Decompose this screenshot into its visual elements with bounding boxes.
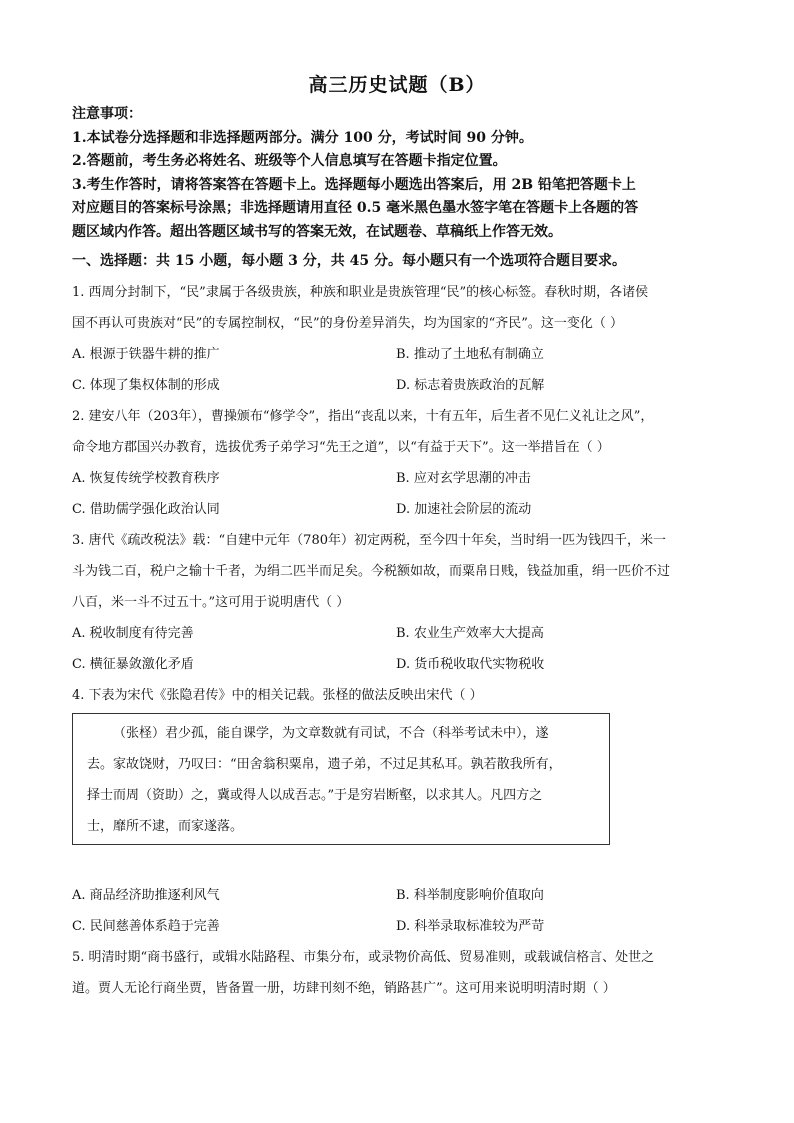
question-stem: 斗为钱二百，税户之输十千者，为绢二匹半而足矣。今税额如故，而粟帛日贱，钱益加重，绢一匹价不过 [72,564,671,579]
quote-table [72,713,610,845]
quote-line: 择士而周（资助）之，冀或得人以成吾志。”于是穷岩断壑，以求其人。凡四方之 [87,788,543,803]
options-row [72,463,724,494]
question-4-options [72,880,724,942]
options-row [72,370,724,401]
question-4 [72,680,724,711]
notice-block [72,103,724,244]
option-c: C. 借助儒学强化政治认同 [72,502,220,517]
page-title: 高三历史试题（B） [308,74,486,96]
option-d: D. 加速社会阶层的流动 [396,502,532,517]
option-c: C. 体现了集权体制的形成 [72,378,220,393]
quote-line: 去。家故饶财，乃叹曰：“田舍翁积粟帛，遗子弟，不过足其私耳。孰若散我所有， [87,757,562,772]
option-b: B. 农业生产效率大大提高 [396,626,544,641]
notice-line: 对应题目的答案标号涂黑；非选择题请用直径 0.5 毫米黑色墨水签字笔在答题卡上各题的答 [72,200,639,216]
option-d: D. 科举录取标准较为严苛 [396,919,545,934]
question-stem: 4. 下表为宋代《张隐君传》中的相关记载。张柽的做法反映出宋代（ ） [72,688,483,703]
option-a: A. 根源于铁器牛耕的推广 [72,347,220,362]
options-row [72,649,724,680]
quote-line: （张柽）君少孤，能自课学，为文章数就有司试，不合（科举考试未中），遂 [113,726,549,741]
options-row [72,339,724,370]
question-5 [72,942,724,1004]
option-a: A. 税收制度有待完善 [72,626,194,641]
notice-heading: 注意事项： [72,106,142,122]
notice-line: 3.考生作答时，请将答案答在答题卡上。选择题每小题选出答案后，用 2B 铅笔把答题卡上 [72,176,636,193]
quote-line: 士，靡所不逮，而家遂落。 [87,819,244,834]
question-stem: 2. 建安八年（203年），曹操颁布“修学令”，指出“丧乱以来，十有五年，后生者不见仁义礼让之风”， [72,409,654,424]
option-d: D. 标志着贵族政治的瓦解 [396,378,545,393]
options-row [72,494,724,525]
question-stem: 命令地方郡国兴办教育，选拔优秀子弟学习“先王之道”，以“有益于天下”。这一举措旨在（ ） [72,440,610,455]
question-2 [72,401,724,525]
option-b: B. 推动了土地私有制确立 [396,347,544,362]
notice-line: 1.本试卷分选择题和非选择题两部分。满分 100 分，考试时间 90 分钟。 [72,129,533,146]
option-c: C. 民间慈善体系趋于完善 [72,919,220,934]
question-stem: 3. 唐代《疏改税法》载：“自建中元年（780年）初定两税，至今四十年矣，当时绢一匹为钱四千，米一 [72,533,666,548]
option-a: A. 商品经济助推逐利风气 [72,888,220,903]
option-b: B. 应对玄学思潮的冲击 [396,471,531,486]
option-c: C. 横征暴敛激化矛盾 [72,657,194,672]
options-row [72,911,724,942]
question-stem: 国不再认可贵族对“民”的专属控制权，“民”的身份差异消失，均为国家的“齐民”。这一变化（ ） [72,316,624,331]
option-a: A. 恢复传统学校教育秩序 [72,471,220,486]
question-stem: 道。贾人无论行商坐贾，皆备置一册，坊肆刊刻不绝，销路甚广”。这可用来说明明清时期（ ） [72,981,616,996]
question-stem: 5. 明清时期“商书盛行，或辑水陆路程、市集分布，或录物价高低、贸易准则，或载诚信格言、处世之 [72,950,655,965]
question-3 [72,525,724,680]
option-d: D. 货币税收取代实物税收 [396,657,545,672]
notice-line: 2.答题前，考生务必将姓名、班级等个人信息填写在答题卡指定位置。 [72,153,507,169]
options-row [72,618,724,649]
question-stem: 八百，米一斗不过五十。”这可用于说明唐代（ ） [72,595,350,610]
question-1 [72,277,724,401]
option-b: B. 科举制度影响价值取向 [396,888,544,903]
options-row [72,880,724,911]
notice-line: 题区域内作答。超出答题区域书写的答案无效，在试题卷、草稿纸上作答无效。 [72,223,562,240]
question-stem: 1. 西周分封制下，“民”隶属于各级贵族，种族和职业是贵族管理“民”的核心标签。春秋时期，各诸侯 [72,285,649,300]
section-heading: 一、选择题：共 15 小题，每小题 3 分，共 45 分。每小题只有一个选项符合题目要求。 [72,253,626,269]
